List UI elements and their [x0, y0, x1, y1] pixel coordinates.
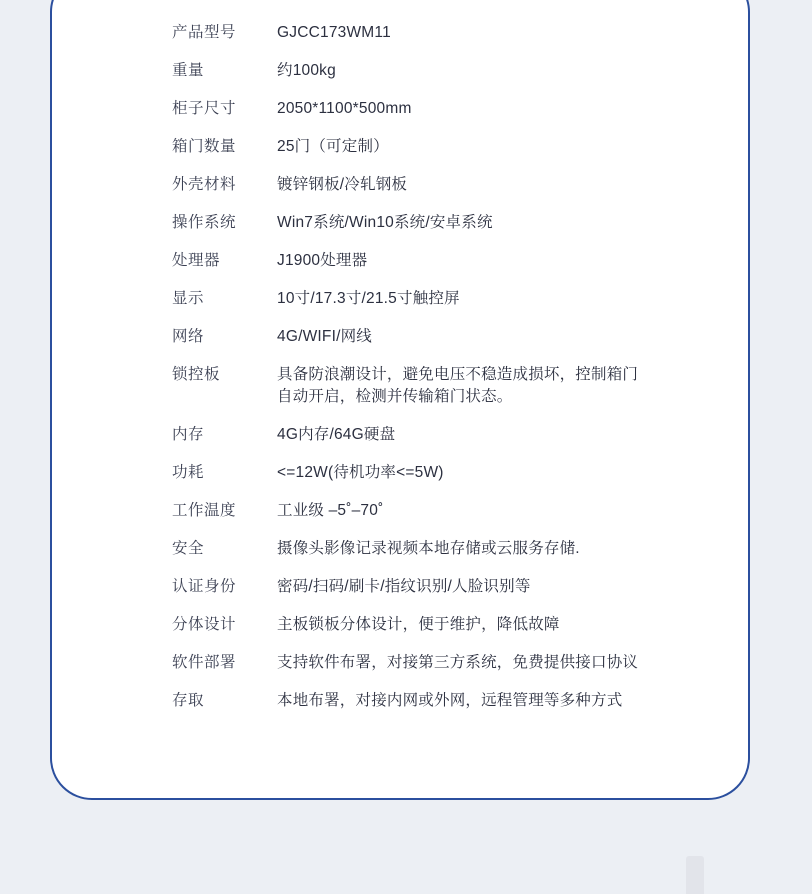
spec-value: [277, 288, 712, 310]
spec-value-line: 摄像头影像记录视频本地存储或云服务存储.: [277, 540, 580, 557]
spec-value-line: 25门（可定制）: [277, 138, 389, 155]
table-row: [172, 326, 712, 348]
spec-label: 网络: [172, 328, 205, 345]
spec-value: [277, 500, 712, 522]
spec-table: [172, 22, 712, 712]
spec-value-line: 工业级 –5˚–70˚: [277, 502, 384, 519]
table-row: [172, 462, 712, 484]
spec-label: 外壳材料: [172, 176, 237, 193]
table-row: [172, 288, 712, 310]
spec-value: [277, 576, 712, 598]
spec-label: 显示: [172, 290, 205, 307]
spec-label: 存取: [172, 692, 205, 709]
table-row: [172, 500, 712, 522]
spec-value: [277, 98, 712, 120]
spec-card: [50, 0, 750, 800]
table-row: [172, 538, 712, 560]
spec-value-line: Win7系统/Win10系统/安卓系统: [277, 214, 493, 231]
page-edge-artifact: [686, 856, 704, 894]
spec-value: [277, 538, 712, 560]
spec-value: [277, 462, 712, 484]
spec-label: 箱门数量: [172, 138, 237, 155]
spec-value-line: 本地布署，对接内网或外网，远程管理等多种方式: [277, 692, 623, 709]
table-row: [172, 60, 712, 82]
spec-value-line: 10寸/17.3寸/21.5寸触控屏: [277, 290, 460, 307]
table-row: [172, 212, 712, 234]
spec-value-line: <=12W(待机功率<=5W): [277, 464, 444, 481]
spec-label: 处理器: [172, 252, 221, 269]
spec-label: 产品型号: [172, 24, 237, 41]
spec-value-line: 支持软件布署，对接第三方系统，免费提供接口协议: [277, 654, 639, 671]
spec-value: [277, 364, 712, 408]
spec-label: 内存: [172, 426, 205, 443]
spec-value: [277, 614, 712, 636]
spec-label: 工作温度: [172, 502, 237, 519]
spec-value: [277, 22, 712, 44]
table-row: [172, 424, 712, 446]
table-row: [172, 136, 712, 158]
spec-value: [277, 212, 712, 234]
spec-value-line: 4G/WIFI/网线: [277, 328, 373, 345]
spec-value-line: 4G内存/64G硬盘: [277, 426, 396, 443]
spec-label: 功耗: [172, 464, 205, 481]
spec-value-line: 约100kg: [277, 62, 336, 79]
spec-value: [277, 174, 712, 196]
spec-value-line: J1900处理器: [277, 252, 368, 269]
spec-label: 重量: [172, 62, 205, 79]
spec-value-line: 自动开启，检测并传输箱门状态。: [277, 388, 513, 405]
spec-value: [277, 424, 712, 446]
spec-value-line: 镀锌钢板/冷轧钢板: [277, 176, 408, 193]
spec-value: [277, 690, 712, 712]
table-row: [172, 614, 712, 636]
spec-label: 锁控板: [172, 366, 221, 383]
spec-value-line: 2050*1100*500mm: [277, 100, 412, 117]
spec-value-line: 主板锁板分体设计，便于维护，降低故障: [277, 616, 560, 633]
spec-label: 操作系统: [172, 214, 237, 231]
spec-label: 认证身份: [172, 578, 237, 595]
spec-value: [277, 250, 712, 272]
spec-label: 柜子尺寸: [172, 100, 237, 117]
spec-label: 软件部署: [172, 654, 237, 671]
table-row: [172, 690, 712, 712]
spec-value: [277, 60, 712, 82]
spec-value-line: GJCC173WM11: [277, 24, 391, 41]
table-row: [172, 576, 712, 598]
table-row: [172, 250, 712, 272]
spec-value: [277, 326, 712, 348]
spec-label: 安全: [172, 540, 205, 557]
table-row: [172, 174, 712, 196]
table-row: [172, 22, 712, 44]
spec-value-line: 具备防浪潮设计，避免电压不稳造成损坏，控制箱门: [277, 366, 639, 383]
spec-label: 分体设计: [172, 616, 237, 633]
table-row: [172, 364, 712, 408]
spec-value-line: 密码/扫码/刷卡/指纹识别/人脸识别等: [277, 578, 531, 595]
spec-value: [277, 652, 712, 674]
table-row: [172, 652, 712, 674]
spec-value: [277, 136, 712, 158]
table-row: [172, 98, 712, 120]
